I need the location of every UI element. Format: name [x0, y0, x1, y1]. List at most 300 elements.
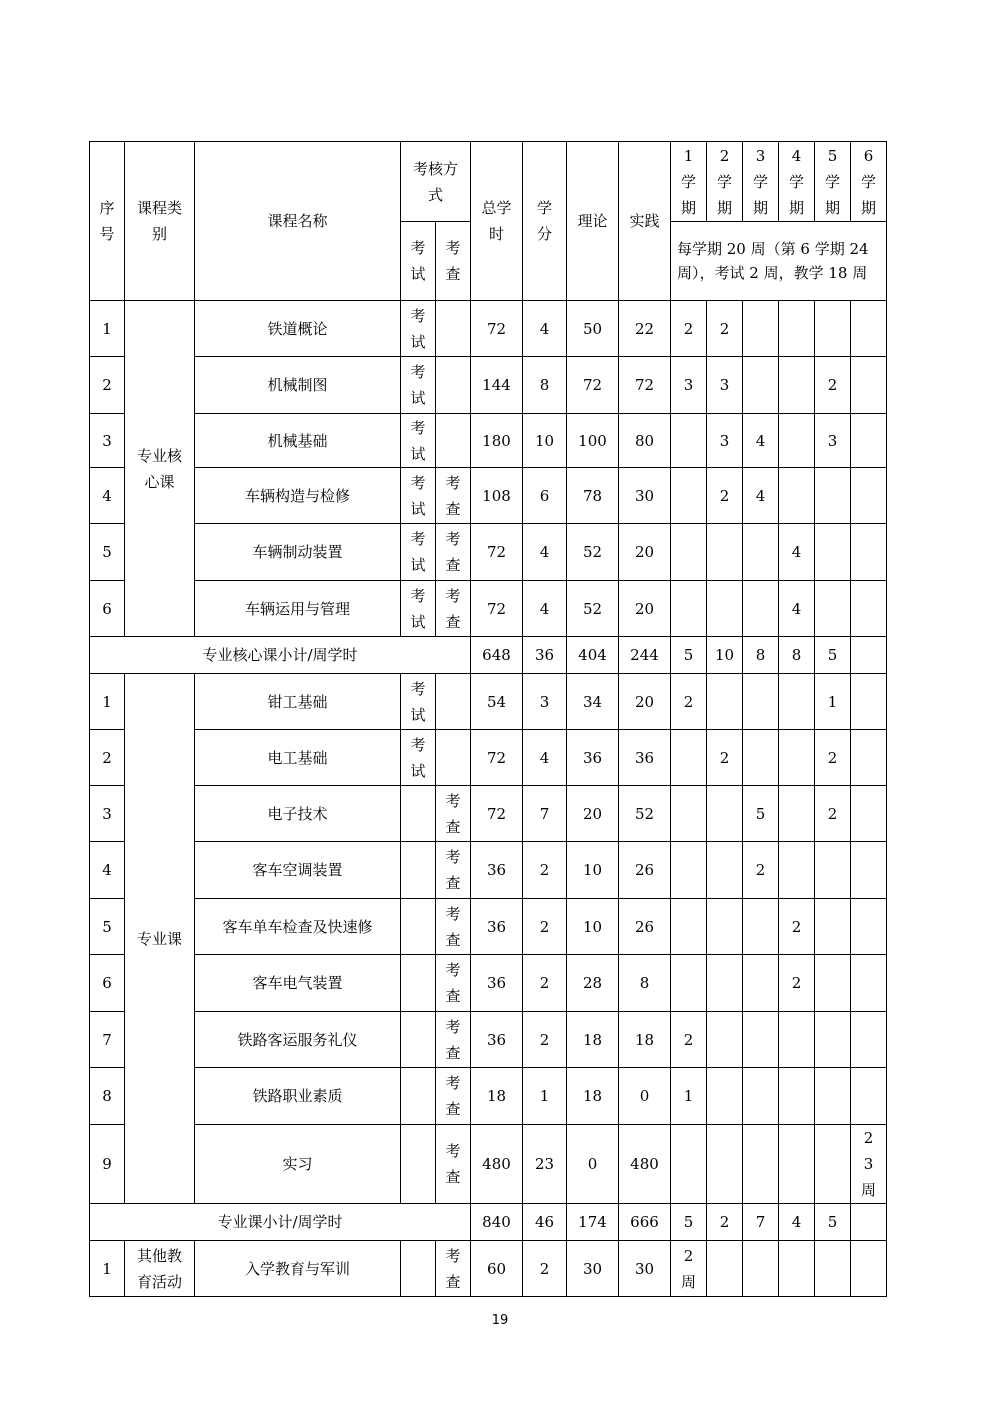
semester-6-hours	[851, 468, 887, 524]
semester-1-hours	[671, 524, 707, 581]
theory-hours: 50	[567, 301, 619, 357]
check-mark-text: 考查	[445, 1142, 461, 1186]
header-no: 序号	[90, 142, 125, 301]
header-category: 课程类别	[125, 142, 195, 301]
check-mark-text: 考查	[445, 1017, 461, 1062]
credits: 1	[523, 1068, 567, 1125]
header-semester-4: 4学期	[779, 142, 815, 222]
practice-hours: 480	[619, 1125, 671, 1204]
row-no: 7	[90, 1012, 125, 1068]
check-mark	[436, 414, 471, 468]
category-core	[125, 301, 195, 637]
exam-mark	[401, 1241, 436, 1297]
semester-1-hours	[671, 786, 707, 842]
check-mark-text: 考查	[445, 904, 461, 949]
semester-5-hours: 2	[815, 730, 851, 786]
semester-3-hours	[743, 1012, 779, 1068]
course-name: 客车空调装置	[195, 842, 401, 899]
semester-6-hours	[851, 674, 887, 730]
semester-6-hours	[851, 581, 887, 637]
header-assessment: 考核方式	[401, 142, 471, 222]
row-no: 1	[90, 1241, 125, 1297]
semester-6-hours	[851, 1012, 887, 1068]
row-no: 3	[90, 414, 125, 468]
semester-1-hours	[671, 899, 707, 955]
semester-4-hours: 4	[779, 524, 815, 581]
practice-hours: 20	[619, 581, 671, 637]
subtotal-label: 专业课小计/周学时	[90, 1204, 471, 1241]
course-name: 电工基础	[195, 730, 401, 786]
semester-1-hours: 3	[671, 357, 707, 414]
semester-1-hours: 2	[671, 1012, 707, 1068]
semester-3-hours	[743, 1068, 779, 1125]
subtotal-credits: 36	[523, 637, 567, 674]
practice-hours: 72	[619, 357, 671, 414]
check-mark	[436, 730, 471, 786]
practice-hours: 18	[619, 1012, 671, 1068]
check-mark-text: 考查	[445, 791, 461, 836]
table-row	[90, 730, 887, 786]
semester-4-hours	[779, 730, 815, 786]
header-practice: 实践	[619, 142, 671, 301]
table-row	[90, 357, 887, 414]
semester-1-hours	[671, 581, 707, 637]
check-mark	[436, 301, 471, 357]
semester-1-hours	[671, 730, 707, 786]
semester-4-hours	[779, 674, 815, 730]
credits: 2	[523, 955, 567, 1012]
semester-6-hours	[851, 786, 887, 842]
exam-mark	[401, 786, 436, 842]
semester-2-hours	[707, 1125, 743, 1204]
credits: 2	[523, 1241, 567, 1297]
table-row	[90, 1068, 887, 1125]
exam-mark-text: 考试	[410, 306, 426, 351]
course-name: 铁路职业素质	[195, 1068, 401, 1125]
row-no: 6	[90, 581, 125, 637]
subtotal-label: 专业核心课小计/周学时	[90, 637, 471, 674]
exam-mark	[401, 414, 436, 468]
subtotal-semester-5: 5	[815, 1204, 851, 1241]
row-no: 5	[90, 524, 125, 581]
semester-3-hours	[743, 581, 779, 637]
semester-2-hours	[707, 1068, 743, 1125]
semester-1-hours	[671, 1125, 707, 1204]
semester-3-hours	[743, 674, 779, 730]
check-mark	[436, 1012, 471, 1068]
exam-mark	[401, 899, 436, 955]
credits: 23	[523, 1125, 567, 1204]
course-name: 实习	[195, 1125, 401, 1204]
row-no: 6	[90, 955, 125, 1012]
semester-note: 每学期 20 周（第 6 学期 24 周），考试 2 周，教学 18 周	[671, 222, 887, 301]
exam-mark	[401, 1125, 436, 1204]
row-no: 4	[90, 468, 125, 524]
course-name: 铁道概论	[195, 301, 401, 357]
exam-mark-text: 考试	[410, 418, 426, 463]
semester-3-hours: 4	[743, 414, 779, 468]
exam-mark	[401, 842, 436, 899]
exam-mark	[401, 730, 436, 786]
practice-hours: 80	[619, 414, 671, 468]
semester-6-hours-text: 23周	[860, 1129, 876, 1199]
total-hours: 60	[471, 1241, 523, 1297]
semester-2-hours	[707, 842, 743, 899]
subtotal-semester-2: 2	[707, 1204, 743, 1241]
header-semester-5: 5学期	[815, 142, 851, 222]
row-no: 3	[90, 786, 125, 842]
subtotal-semester-4: 8	[779, 637, 815, 674]
credits: 2	[523, 842, 567, 899]
total-hours: 180	[471, 414, 523, 468]
credits: 3	[523, 674, 567, 730]
total-hours: 54	[471, 674, 523, 730]
header-semester-1: 1学期	[671, 142, 707, 222]
semester-4-hours	[779, 1125, 815, 1204]
semester-6-hours	[851, 414, 887, 468]
semester-5-hours	[815, 581, 851, 637]
exam-mark	[401, 301, 436, 357]
theory-hours: 100	[567, 414, 619, 468]
semester-5-hours	[815, 1125, 851, 1204]
semester-2-hours: 3	[707, 357, 743, 414]
semester-4-hours	[779, 468, 815, 524]
semester-5-hours: 2	[815, 357, 851, 414]
header-semester-6: 6学期	[851, 142, 887, 222]
semester-1-hours: 2	[671, 674, 707, 730]
semester-5-hours	[815, 468, 851, 524]
course-name: 机械制图	[195, 357, 401, 414]
table-row	[90, 524, 887, 581]
credits: 4	[523, 524, 567, 581]
check-mark	[436, 1241, 471, 1297]
subtotal-row	[90, 1204, 887, 1241]
subtotal-semester-5: 5	[815, 637, 851, 674]
check-mark	[436, 899, 471, 955]
semester-5-hours	[815, 1241, 851, 1297]
exam-mark-text: 考试	[410, 473, 426, 518]
theory-hours: 34	[567, 674, 619, 730]
theory-hours: 30	[567, 1241, 619, 1297]
semester-4-hours	[779, 1241, 815, 1297]
theory-hours: 0	[567, 1125, 619, 1204]
check-mark	[436, 1125, 471, 1204]
semester-6-hours	[851, 357, 887, 414]
header-total-hours: 总学时	[471, 142, 523, 301]
course-name: 钳工基础	[195, 674, 401, 730]
subtotal-semester-2: 10	[707, 637, 743, 674]
semester-5-hours: 1	[815, 674, 851, 730]
semester-2-hours	[707, 524, 743, 581]
practice-hours: 26	[619, 899, 671, 955]
semester-1-hours: 2	[671, 301, 707, 357]
header-semester-3: 3学期	[743, 142, 779, 222]
credits: 4	[523, 301, 567, 357]
header-name: 课程名称	[195, 142, 401, 301]
semester-6-hours	[851, 1125, 887, 1204]
semester-1-hours: 1	[671, 1068, 707, 1125]
semester-4-hours: 4	[779, 581, 815, 637]
header-check: 考查	[436, 222, 471, 301]
semester-2-hours	[707, 1012, 743, 1068]
category-major-text: 专业课	[136, 929, 182, 948]
exam-mark-text: 考试	[410, 586, 426, 631]
row-no: 1	[90, 674, 125, 730]
check-mark-text: 考查	[445, 473, 461, 518]
table-row	[90, 899, 887, 955]
exam-mark-text: 考试	[410, 679, 426, 724]
semester-3-hours	[743, 524, 779, 581]
semester-2-hours: 2	[707, 468, 743, 524]
subtotal-semester-3: 7	[743, 1204, 779, 1241]
credits: 2	[523, 1012, 567, 1068]
table-row	[90, 468, 887, 524]
exam-mark	[401, 357, 436, 414]
table-row	[90, 581, 887, 637]
header-theory: 理论	[567, 142, 619, 301]
semester-5-hours	[815, 842, 851, 899]
practice-hours: 20	[619, 524, 671, 581]
subtotal-total-hours: 648	[471, 637, 523, 674]
semester-2-hours	[707, 955, 743, 1012]
check-mark-text: 考查	[445, 586, 461, 631]
semester-6-hours	[851, 1068, 887, 1125]
exam-mark-text: 考试	[410, 363, 426, 407]
check-mark	[436, 674, 471, 730]
table-row	[90, 1012, 887, 1068]
semester-3-hours	[743, 730, 779, 786]
subtotal-theory: 404	[567, 637, 619, 674]
check-mark	[436, 786, 471, 842]
total-hours: 36	[471, 955, 523, 1012]
subtotal-semester-1: 5	[671, 1204, 707, 1241]
check-mark-text: 考查	[445, 848, 461, 892]
total-hours: 72	[471, 581, 523, 637]
practice-hours: 52	[619, 786, 671, 842]
semester-2-hours	[707, 786, 743, 842]
check-mark-text: 考查	[445, 961, 461, 1005]
semester-3-hours: 4	[743, 468, 779, 524]
table-row	[90, 301, 887, 357]
semester-4-hours	[779, 842, 815, 899]
subtotal-credits: 46	[523, 1204, 567, 1241]
total-hours: 72	[471, 786, 523, 842]
semester-6-hours	[851, 524, 887, 581]
course-name: 客车电气装置	[195, 955, 401, 1012]
theory-hours: 18	[567, 1012, 619, 1068]
category-core-text: 专业核心课	[136, 446, 182, 491]
table-row	[90, 842, 887, 899]
row-no: 5	[90, 899, 125, 955]
total-hours: 144	[471, 357, 523, 414]
total-hours: 72	[471, 301, 523, 357]
practice-hours: 20	[619, 674, 671, 730]
theory-hours: 18	[567, 1068, 619, 1125]
credits: 4	[523, 730, 567, 786]
semester-6-hours	[851, 730, 887, 786]
practice-hours: 36	[619, 730, 671, 786]
header-exam: 考试	[401, 222, 436, 301]
semester-6-hours	[851, 842, 887, 899]
semester-1-hours	[671, 468, 707, 524]
subtotal-practice: 244	[619, 637, 671, 674]
exam-mark	[401, 524, 436, 581]
semester-2-hours: 2	[707, 730, 743, 786]
exam-mark	[401, 1068, 436, 1125]
check-mark	[436, 1068, 471, 1125]
semester-4-hours	[779, 1068, 815, 1125]
semester-1-hours-text: 2周	[680, 1246, 696, 1291]
course-name: 车辆构造与检修	[195, 468, 401, 524]
credits: 4	[523, 581, 567, 637]
semester-1-hours	[671, 1241, 707, 1297]
semester-2-hours	[707, 899, 743, 955]
course-name: 入学教育与军训	[195, 1241, 401, 1297]
subtotal-semester-3: 8	[743, 637, 779, 674]
total-hours: 36	[471, 899, 523, 955]
header-credits: 学分	[523, 142, 567, 301]
semester-3-hours	[743, 1241, 779, 1297]
subtotal-semester-6	[851, 1204, 887, 1241]
theory-hours: 20	[567, 786, 619, 842]
category-other-text: 其他教育活动	[136, 1246, 182, 1291]
semester-4-hours	[779, 414, 815, 468]
theory-hours: 78	[567, 468, 619, 524]
semester-5-hours	[815, 301, 851, 357]
total-hours: 36	[471, 1012, 523, 1068]
header-semester-2: 2学期	[707, 142, 743, 222]
theory-hours: 28	[567, 955, 619, 1012]
table-row	[90, 674, 887, 730]
semester-1-hours	[671, 414, 707, 468]
exam-mark	[401, 955, 436, 1012]
semester-5-hours: 2	[815, 786, 851, 842]
semester-2-hours: 2	[707, 301, 743, 357]
semester-3-hours	[743, 955, 779, 1012]
semester-3-hours	[743, 899, 779, 955]
total-hours: 36	[471, 842, 523, 899]
row-no: 2	[90, 730, 125, 786]
subtotal-semester-6	[851, 637, 887, 674]
check-mark	[436, 468, 471, 524]
semester-6-hours	[851, 301, 887, 357]
course-name: 机械基础	[195, 414, 401, 468]
course-name: 铁路客运服务礼仪	[195, 1012, 401, 1068]
course-name: 客车单车检查及快速修	[195, 899, 401, 955]
credits: 10	[523, 414, 567, 468]
total-hours: 72	[471, 730, 523, 786]
subtotal-total-hours: 840	[471, 1204, 523, 1241]
row-no: 8	[90, 1068, 125, 1125]
subtotal-practice: 666	[619, 1204, 671, 1241]
category-major	[125, 674, 195, 1204]
semester-2-hours: 3	[707, 414, 743, 468]
check-mark	[436, 842, 471, 899]
subtotal-semester-1: 5	[671, 637, 707, 674]
semester-6-hours	[851, 899, 887, 955]
semester-6-hours	[851, 955, 887, 1012]
row-no: 2	[90, 357, 125, 414]
semester-1-hours	[671, 842, 707, 899]
semester-2-hours	[707, 674, 743, 730]
practice-hours: 26	[619, 842, 671, 899]
table-row	[90, 1241, 887, 1297]
practice-hours: 8	[619, 955, 671, 1012]
semester-4-hours: 2	[779, 899, 815, 955]
total-hours: 18	[471, 1068, 523, 1125]
semester-3-hours: 5	[743, 786, 779, 842]
total-hours: 480	[471, 1125, 523, 1204]
semester-5-hours	[815, 955, 851, 1012]
semester-1-hours	[671, 955, 707, 1012]
check-mark	[436, 357, 471, 414]
check-mark	[436, 581, 471, 637]
exam-mark	[401, 1012, 436, 1068]
theory-hours: 52	[567, 524, 619, 581]
total-hours: 72	[471, 524, 523, 581]
check-mark-text: 考查	[445, 1246, 461, 1291]
semester-5-hours	[815, 524, 851, 581]
course-name: 车辆运用与管理	[195, 581, 401, 637]
header-row-1	[90, 142, 887, 222]
semester-4-hours	[779, 357, 815, 414]
exam-mark	[401, 674, 436, 730]
theory-hours: 10	[567, 842, 619, 899]
semester-6-hours	[851, 1241, 887, 1297]
row-no: 9	[90, 1125, 125, 1204]
row-no: 4	[90, 842, 125, 899]
exam-mark-text: 考试	[410, 735, 426, 780]
course-plan-table	[89, 141, 887, 1297]
subtotal-theory: 174	[567, 1204, 619, 1241]
semester-3-hours	[743, 357, 779, 414]
subtotal-semester-4: 4	[779, 1204, 815, 1241]
exam-mark-text: 考试	[410, 530, 426, 574]
theory-hours: 10	[567, 899, 619, 955]
semester-5-hours	[815, 899, 851, 955]
semester-5-hours	[815, 1068, 851, 1125]
check-mark-text: 考查	[445, 1074, 461, 1118]
semester-3-hours	[743, 301, 779, 357]
page-number: 19	[491, 1313, 509, 1328]
check-mark	[436, 955, 471, 1012]
semester-4-hours	[779, 1012, 815, 1068]
course-name: 电子技术	[195, 786, 401, 842]
semester-2-hours	[707, 1241, 743, 1297]
check-mark	[436, 524, 471, 581]
practice-hours: 30	[619, 1241, 671, 1297]
credits: 6	[523, 468, 567, 524]
subtotal-row	[90, 637, 887, 674]
semester-3-hours	[743, 1125, 779, 1204]
practice-hours: 0	[619, 1068, 671, 1125]
semester-4-hours	[779, 301, 815, 357]
semester-4-hours: 2	[779, 955, 815, 1012]
semester-2-hours	[707, 581, 743, 637]
theory-hours: 36	[567, 730, 619, 786]
table-row	[90, 786, 887, 842]
table-row	[90, 414, 887, 468]
credits: 2	[523, 899, 567, 955]
semester-5-hours	[815, 1012, 851, 1068]
semester-5-hours: 3	[815, 414, 851, 468]
semester-3-hours: 2	[743, 842, 779, 899]
semester-4-hours	[779, 786, 815, 842]
check-mark-text: 考查	[445, 530, 461, 574]
practice-hours: 22	[619, 301, 671, 357]
total-hours: 108	[471, 468, 523, 524]
exam-mark	[401, 581, 436, 637]
